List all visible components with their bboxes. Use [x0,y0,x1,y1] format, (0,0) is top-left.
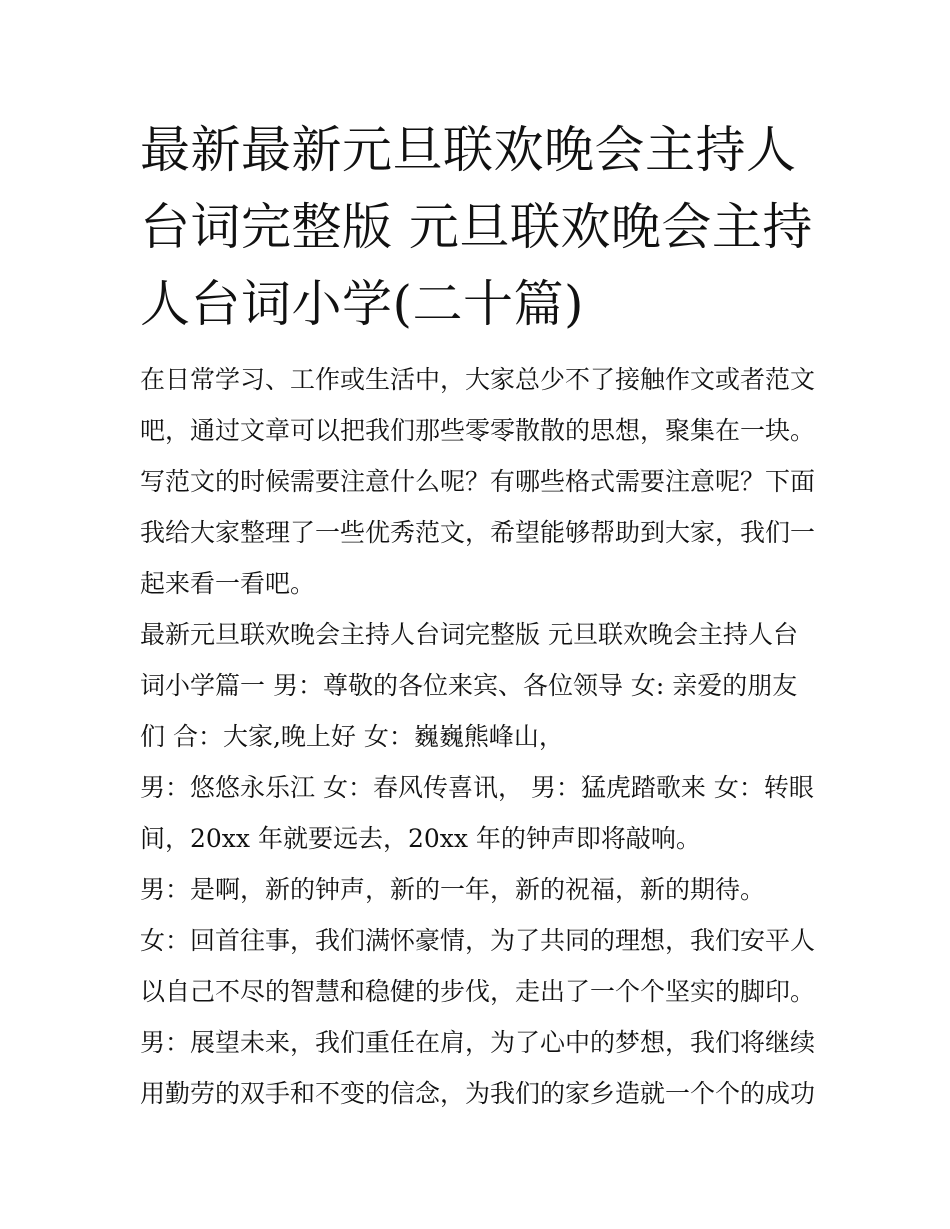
dialogue-paragraph: 最新元旦联欢晚会主持人台词完整版 元旦联欢晚会主持人台词小学篇一 男：尊敬的各位来宾、各位领导 女: 亲爱的朋友们 合：大家,晚上好 女：巍巍熊峰山， [140,620,798,751]
dialogue-paragraph: 女：回首往事，我们满怀豪情，为了共同的理想，我们安平人以自己不尽的智慧和稳健的步伐，走出了一个个坚实的脚印。 [140,926,816,1006]
dialogue-paragraph: 男：悠悠永乐江 女：春风传喜讯， 男：猛虎踏歌来 女：转眼间，20xx 年就要远去，20xx 年的钟声即将敲响。 [140,773,814,853]
document-body [140,354,820,1119]
document-title: 最新最新元旦联欢晚会主持人台词完整版 元旦联欢晚会主持人台词小学(二十篇) [140,121,813,333]
dialogue-paragraph: 男：展望未来，我们重任在肩，为了心中的梦想，我们将继续用勤劳的双手和不变的信念，为我们的家乡造就一个个的成功 [140,1028,816,1108]
dialogue-paragraph: 男：是啊，新的钟声，新的一年，新的祝福，新的期待。 [140,875,766,904]
intro-paragraph: 在日常学习、工作或生活中，大家总少不了接触作文或者范文吧，通过文章可以把我们那些零零散散的思想，聚集在一块。写范文的时候需要注意什么呢？有哪些格式需要注意呢？下面我给大家整理了一些优秀范文，希望能够帮助到大家，我们一起来看一看吧。 [140,365,816,598]
